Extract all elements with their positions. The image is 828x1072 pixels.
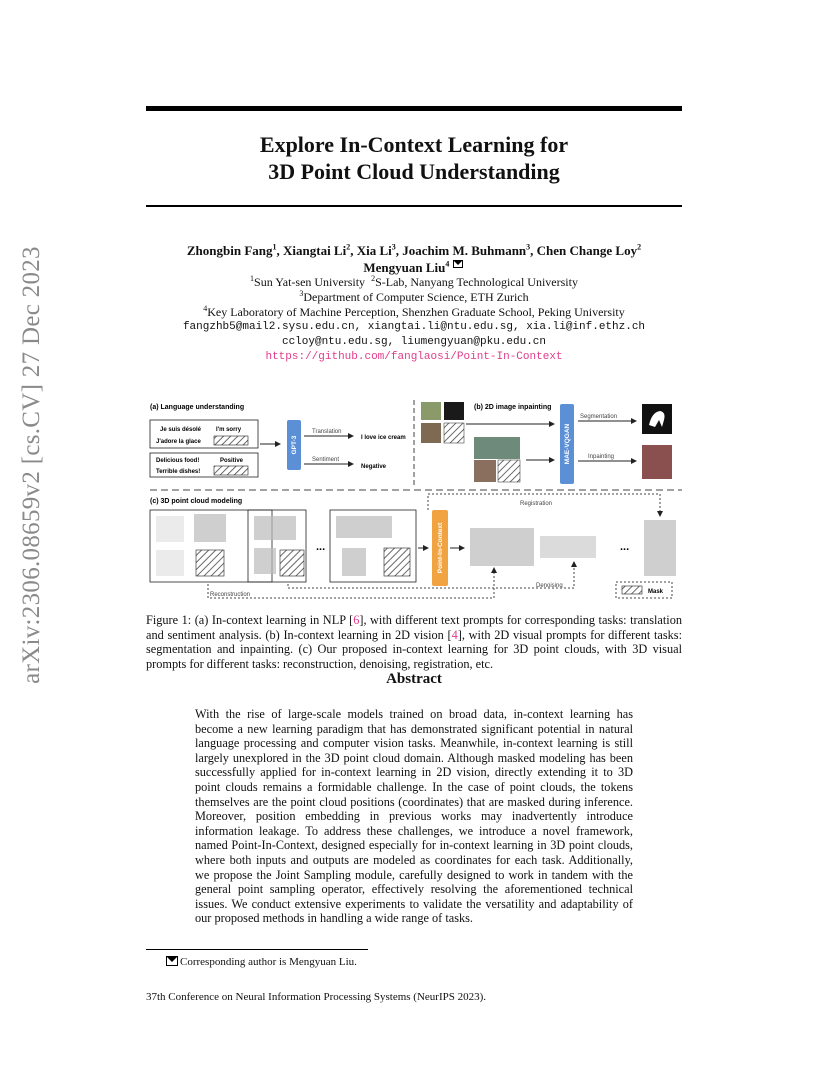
panel-a-query1: J'adore la glace xyxy=(156,439,201,445)
citation-link[interactable]: 4 xyxy=(451,627,458,642)
panel-a-model-label: GPT-3 xyxy=(291,435,298,455)
panel-c-output-bench xyxy=(470,528,534,566)
panel-a-title: (a) Language understanding xyxy=(150,404,245,411)
affil-sup: 4 xyxy=(203,304,208,313)
panel-a-prompt2-out: Positive xyxy=(220,458,244,464)
panel-b-task1: Segmentation xyxy=(580,414,618,420)
footnote-rule xyxy=(146,949,368,950)
author-name: Xiangtai Li xyxy=(283,243,347,258)
panel-a-prompt1-out: I'm sorry xyxy=(216,427,242,433)
panel-c-output-chair xyxy=(644,520,676,576)
figure-1 xyxy=(148,398,684,604)
title-bottom-rule xyxy=(146,205,682,207)
panel-c-task-registration: Registration xyxy=(520,501,553,507)
affil-sup: 1 xyxy=(250,274,255,283)
envelope-icon xyxy=(453,260,463,268)
affiliation-1: Sun Yat-sen University xyxy=(254,275,366,289)
panel-b-inpaint-output xyxy=(642,445,672,479)
title-top-rule xyxy=(146,106,682,111)
panel-c-chair-query xyxy=(342,548,366,576)
author-name: Xia Li xyxy=(356,243,392,258)
panel-a-result2: Negative xyxy=(361,464,387,470)
abstract-body: With the rise of large-scale models trained on broad data, in-context learning has become a new learning paradigm that has demonstrated significant potential in natural language processing and computer vision tasks. Meanwhile, in-context learning is still largely unexplored in the 3D point cloud domain. Although masked modeling has been successfully applied for in-context learning in 2D vision, directly extending it to 3D point clouds remains a formidable challenge. In the case of point clouds, the tokens themselves are the point cloud positions (coordinates) that are masked during inference. Moreover, position embedding in previous works may inadvertently introduce information leakage. To address these challenges, we introduce a novel framework, named Point-In-Context, designed especially for in-context learning in 3D point clouds, where both inputs and outputs are modeled as coordinates for each task. Additionally, we propose the Joint Sampling module, carefully designed to work in tandem with the general point sampling operator, effectively resolving the aforementioned technical issues. We conduct extensive experiments to validate the versatility and adaptability of our proposed methods in handling a wide range of tasks. xyxy=(195,707,633,926)
citation-link[interactable]: 6 xyxy=(353,613,360,627)
panel-c-noisy-cloud xyxy=(254,548,276,574)
panel-c-ellipsis-1: ... xyxy=(316,541,326,553)
panel-a-mask-1 xyxy=(214,436,248,445)
panel-c-title: (c) 3D point cloud modeling xyxy=(150,498,243,505)
affiliation-3: Department of Computer Science, ETH Zurich xyxy=(303,290,529,304)
panel-a-prompt1-in: Je suis désolé xyxy=(160,427,202,433)
author-affil-sup: 3 xyxy=(526,242,531,252)
panel-b-title: (b) 2D image inpainting xyxy=(474,404,552,411)
affil-sup: 3 xyxy=(299,289,304,298)
author-affil-sup: 3 xyxy=(391,242,396,252)
affil-sup: 2 xyxy=(371,274,376,283)
author-list: Zhongbin Fang$^1$, Xiangtai Li$^2$, Xia Li$^3$, Joachim M. Buhmann$^3$, Chen Change Loy$^2$ Mengyuan Liu$^4$ xyxy=(186,242,642,275)
panel-c-task-reconstruction: Reconstruction xyxy=(210,592,251,598)
panel-c-model-label: Point-In-Context xyxy=(437,522,444,574)
email-line-2: ccloy@ntu.edu.sg, liumengyuan@pku.edu.cn xyxy=(281,336,547,348)
affiliation-2: S-Lab, Nanyang Technological University xyxy=(375,275,578,289)
title-line-1: Explore In-Context Learning for xyxy=(259,132,569,157)
panel-c-chair-cloud xyxy=(194,514,226,542)
panel-b-example-photo xyxy=(421,402,441,420)
panel-b-query-photo xyxy=(421,423,441,443)
abstract-heading: Abstract xyxy=(386,671,442,687)
conference-note: 37th Conference on Neural Information Processing Systems (NeurIPS 2023). xyxy=(146,991,487,1003)
envelope-icon xyxy=(166,956,178,966)
repo-link[interactable]: https://github.com/fanglaosi/Point-In-Context xyxy=(265,351,563,363)
panel-b-inpaint-query xyxy=(474,460,496,482)
author-affil-sup: 2 xyxy=(637,242,642,252)
panel-c-sparse-cloud xyxy=(156,516,184,542)
panel-a-result1: I love ice cream xyxy=(361,435,406,441)
panel-b-model-label: MAE-VQGAN xyxy=(564,423,571,465)
caption-text: ], with 2D visual prompts for different tasks: segmentation and inpainting. (c) Our proposed in-context learning for 3D point clouds, with 3D visual prompts for different tasks: reconstruction, denoising, registration, etc. xyxy=(146,627,682,671)
panel-c-output-desk xyxy=(540,536,596,558)
panel-c-task-denoising: Denoising xyxy=(536,583,563,589)
author-affil-sup: 2 xyxy=(346,242,351,252)
panel-c-mask-2 xyxy=(280,550,304,576)
paper-title xyxy=(146,131,682,185)
panel-c-legend-mask-swatch xyxy=(622,586,642,594)
panel-b-inpaint-prompt xyxy=(474,437,520,459)
panel-c-legend-mask-label: Mask xyxy=(648,589,664,595)
author-affil-sup: 4 xyxy=(445,259,450,269)
figure-1-diagram xyxy=(148,398,684,604)
footnote-text: Corresponding author is Mengyuan Liu. xyxy=(180,956,357,968)
footnote xyxy=(166,956,357,968)
panel-a-mask-2 xyxy=(214,466,248,475)
author-affil-sup: 1 xyxy=(272,242,277,252)
panel-c-sparse-cloud-2 xyxy=(156,550,184,576)
author-name: Mengyuan Liu xyxy=(363,260,446,275)
panel-b-task2: Inpainting xyxy=(588,454,615,460)
panel-b-query-mask xyxy=(444,423,464,443)
panel-c-ellipsis-2: ... xyxy=(620,541,630,553)
email-line-1: fangzhb5@mail2.sysu.edu.cn, xiangtai.li@ntu.edu.sg, xia.li@inf.ethz.ch xyxy=(182,321,646,333)
panel-c-bed-cloud xyxy=(254,516,296,540)
panel-a-task1: Translation xyxy=(312,429,342,435)
author-name: Chen Change Loy xyxy=(536,243,638,258)
panel-c-mask-3 xyxy=(384,548,410,576)
affiliation-4: Key Laboratory of Machine Perception, Shenzhen Graduate School, Peking University xyxy=(207,305,625,319)
figure-1-caption xyxy=(146,613,682,671)
arxiv-id: arXiv:2306.08659v2 [cs.CV] 27 Dec 2023 xyxy=(18,246,45,684)
panel-a-task2: Sentiment xyxy=(312,457,340,463)
author-name: Joachim M. Buhmann xyxy=(402,243,527,258)
panel-c-table-cloud xyxy=(336,516,392,538)
panel-b-inpaint-mask xyxy=(498,460,520,482)
affiliations xyxy=(146,275,682,365)
panel-a-query2: Terrible dishes! xyxy=(156,469,201,475)
title-line-2: 3D Point Cloud Understanding xyxy=(268,159,560,184)
author-name: Zhongbin Fang xyxy=(186,243,273,258)
panel-a-prompt2-in: Delicious food! xyxy=(156,458,200,464)
panel-b-example-mask xyxy=(444,402,464,420)
caption-text: ], with different text prompts for corresponding tasks: translation and sentiment analysis. (b) In-context learning in 2D vision [ xyxy=(146,613,682,642)
panel-c-mask-1 xyxy=(196,550,224,576)
caption-text: Figure 1: (a) In-context learning in NLP [ xyxy=(146,613,354,627)
arxiv-sidebar-stamp xyxy=(12,246,52,684)
